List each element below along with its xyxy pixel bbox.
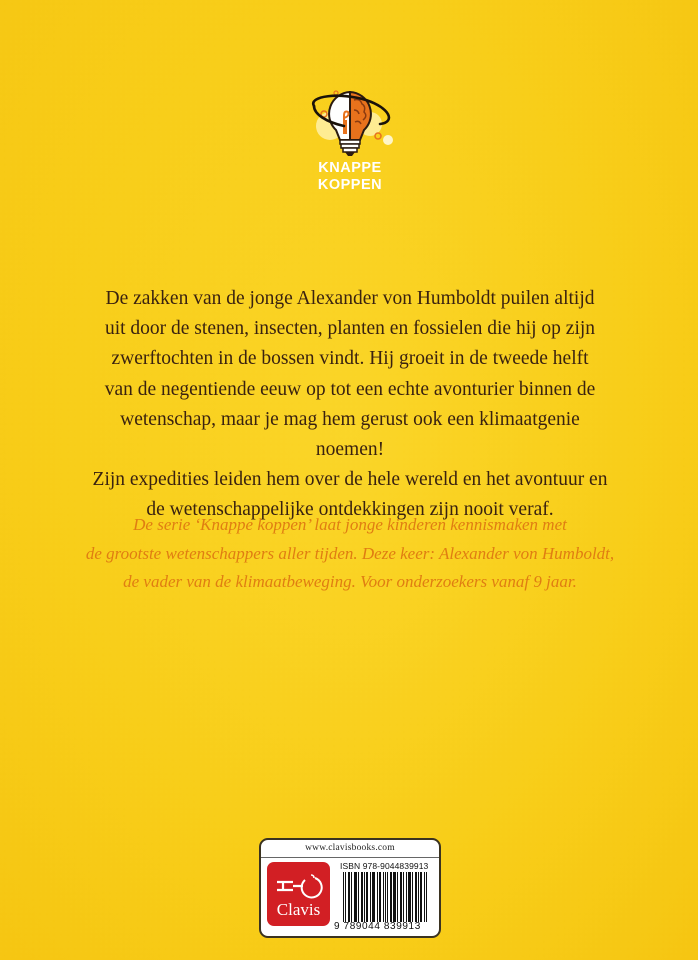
- blurb-line: zwerftochten in de bossen vindt. Hij groeit in de tweede helft: [111, 348, 589, 370]
- divider: [261, 857, 439, 858]
- series-logo-line1: KNAPPE: [318, 160, 382, 176]
- series-logo: [300, 78, 400, 194]
- barcode-box: [259, 838, 441, 938]
- publisher-website: www.clavisbooks.com: [305, 843, 395, 853]
- blurb-line: uit door de stenen, insecten, planten en fossielen die hij op zijn: [104, 318, 596, 340]
- key-icon: [275, 872, 323, 900]
- blurb-line: Zijn expedities leiden hem over de hele wereld en het avontuur en: [92, 469, 608, 491]
- series-logo-line2: KOPPEN: [317, 177, 383, 193]
- publisher-name: Clavis: [276, 900, 321, 919]
- book-blurb: [90, 284, 610, 526]
- lightbulb-brain-orbit-icon: [300, 78, 400, 158]
- series-description: [80, 511, 620, 597]
- blurb-line: wetenschap, maar je mag hem gerust ook een klimaatgenie noemen!: [120, 408, 580, 461]
- series-line: de grootste wetenschappers aller tijden. Deze keer: Alexander von Humboldt,: [85, 543, 615, 563]
- blurb-line: van de negentiende eeuw op tot een echte avonturier binnen de: [104, 378, 596, 400]
- blurb-line: de wetenschappelijke ontdekkingen zijn nooit veraf.: [146, 499, 554, 521]
- series-line: de vader van de klimaatbeweging. Voor onderzoekers vanaf 9 jaar.: [123, 572, 577, 591]
- barcode-digits: 9 789044 839913: [334, 921, 421, 932]
- publisher-logo: [267, 862, 330, 926]
- barcode: [343, 872, 437, 922]
- series-line: De serie ‘Knappe koppen’ laat jonge kinderen kennismaken met: [133, 515, 567, 534]
- isbn-label: ISBN 978-9044839913: [340, 861, 429, 871]
- blurb-line: De zakken van de jonge Alexander von Humboldt puilen altijd: [105, 288, 595, 309]
